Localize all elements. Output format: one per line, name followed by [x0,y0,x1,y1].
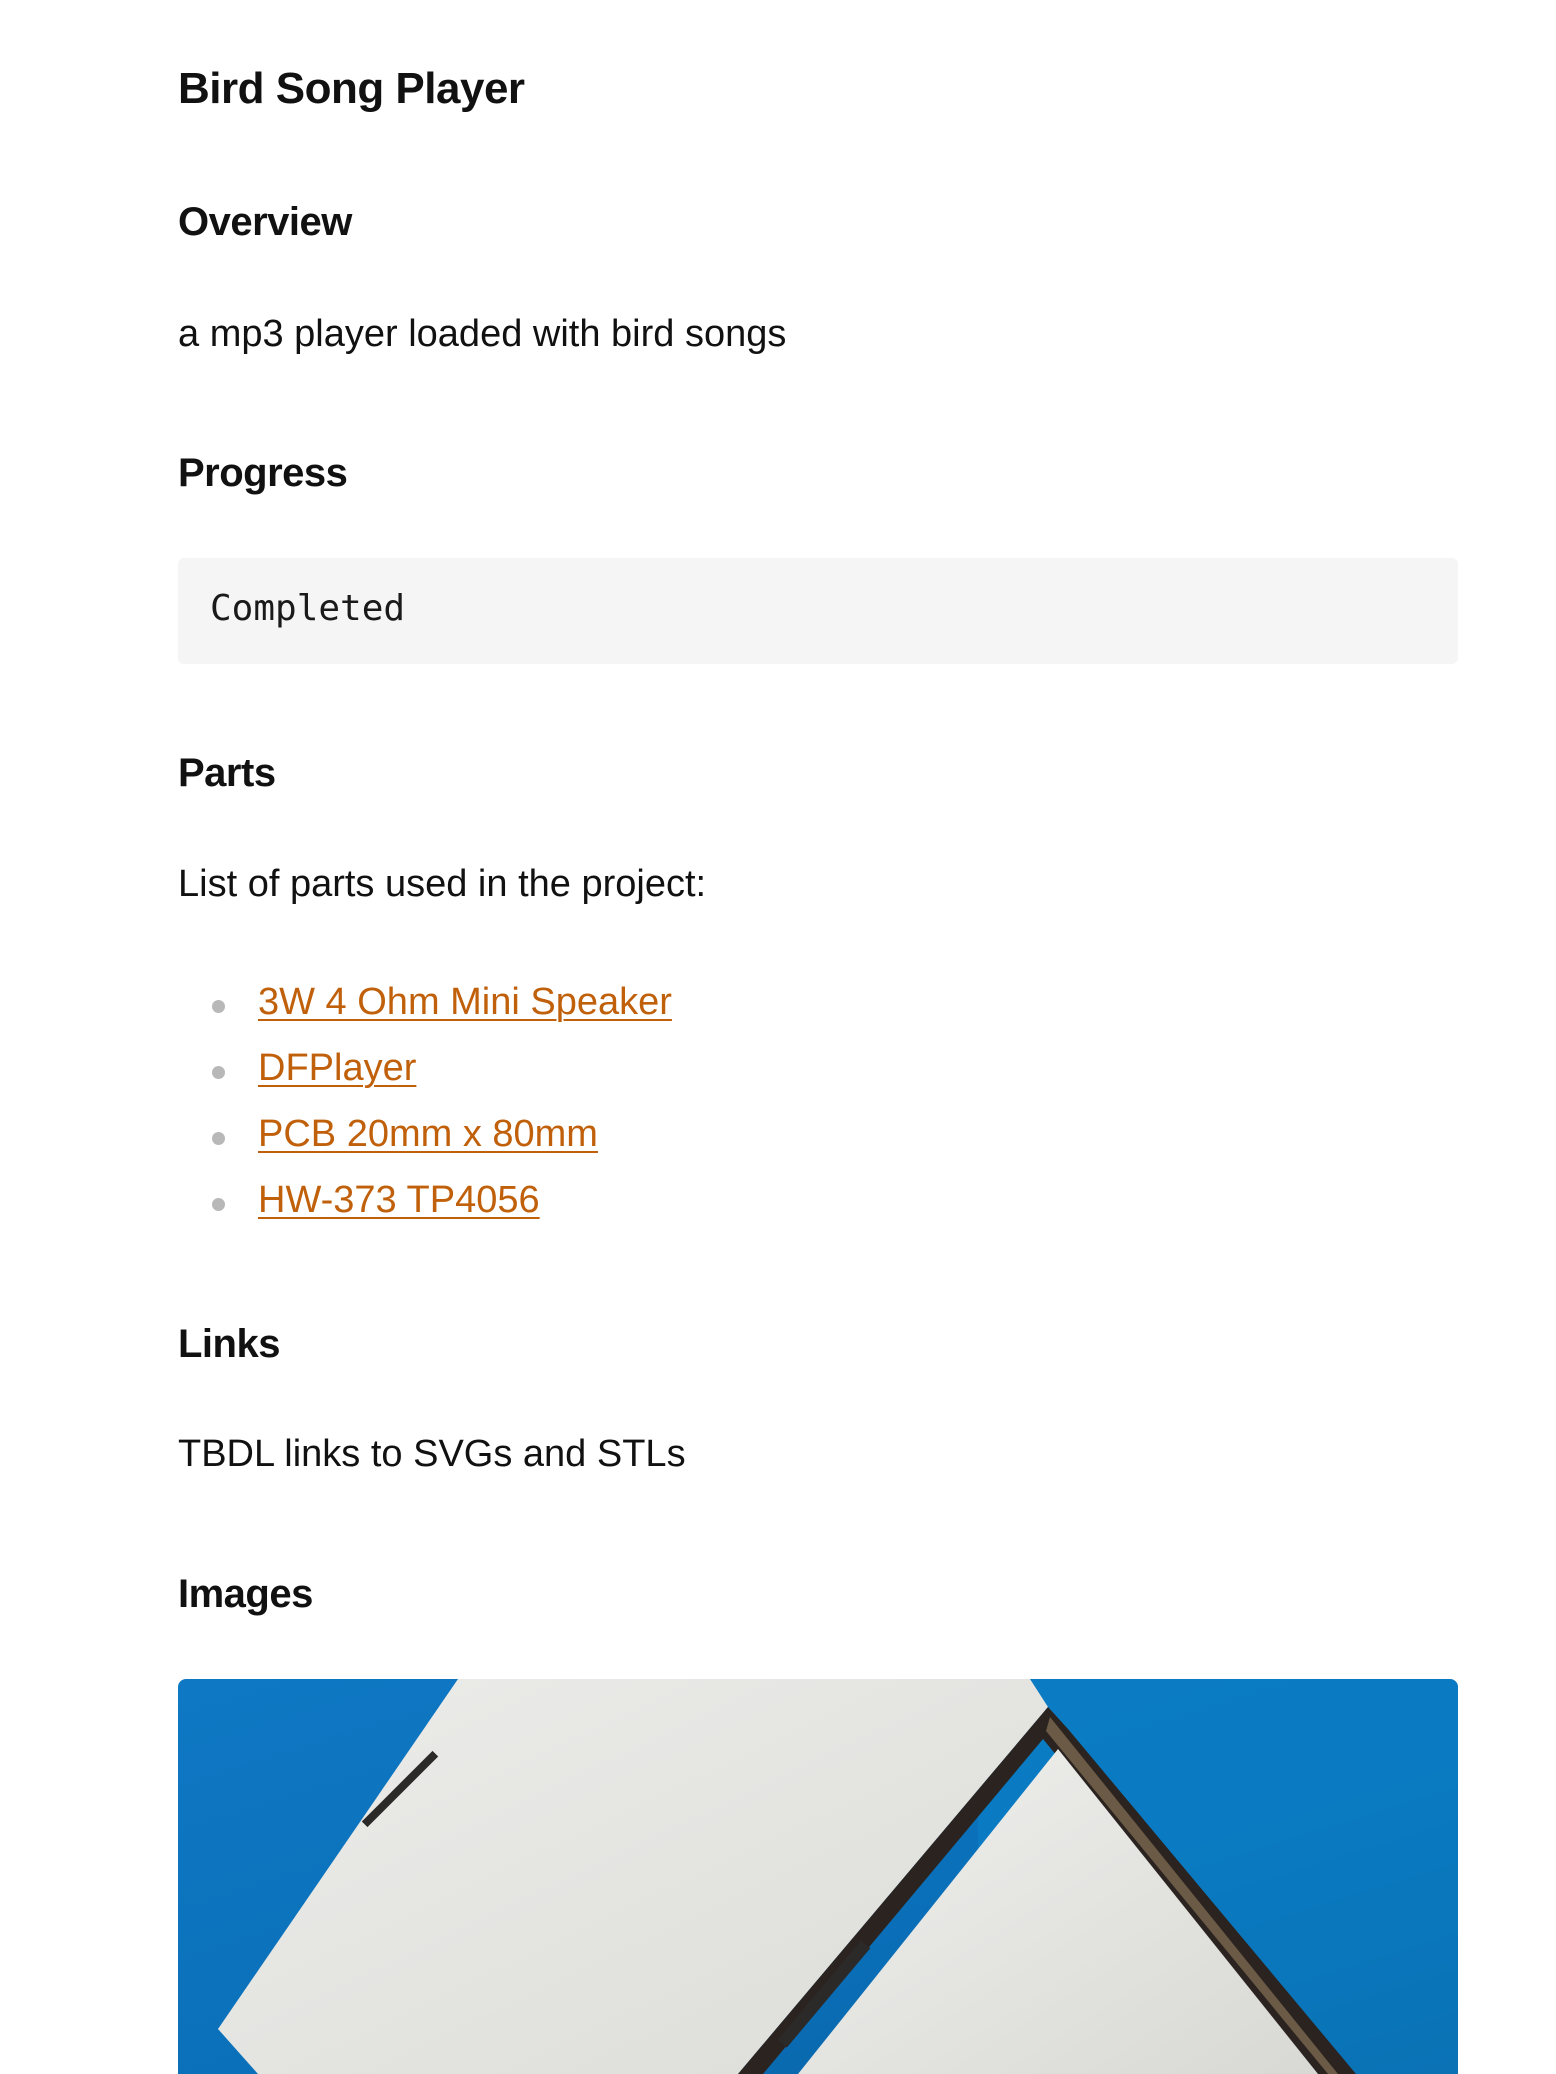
images-heading: Images [178,1572,313,1616]
overview-text: a mp3 player loaded with bird songs [178,313,787,355]
list-item [178,978,672,1044]
list-item [178,1176,672,1242]
list-item [178,1044,672,1110]
bullet-icon [212,1198,225,1211]
parts-heading: Parts [178,751,276,795]
part-link-dfplayer[interactable]: DFPlayer [258,1047,417,1089]
list-item [178,1110,672,1176]
enclosure-photo-illustration [178,1679,1458,2074]
bullet-icon [212,1066,225,1079]
parts-list [178,978,672,1242]
project-photo [178,1679,1458,2074]
bullet-icon [212,1000,225,1013]
links-heading: Links [178,1322,280,1366]
bullet-icon [212,1132,225,1145]
progress-heading: Progress [178,451,348,495]
links-text: TBDL links to SVGs and STLs [178,1433,686,1475]
part-link-speaker[interactable]: 3W 4 Ohm Mini Speaker [258,981,672,1023]
part-link-charger[interactable]: HW-373 TP4056 [258,1179,540,1221]
page-title: Bird Song Player [178,64,525,113]
part-link-pcb[interactable]: PCB 20mm x 80mm [258,1113,598,1155]
progress-status: Completed [210,588,406,629]
overview-heading: Overview [178,200,352,244]
parts-intro: List of parts used in the project: [178,863,707,905]
progress-code-block [178,558,1458,664]
